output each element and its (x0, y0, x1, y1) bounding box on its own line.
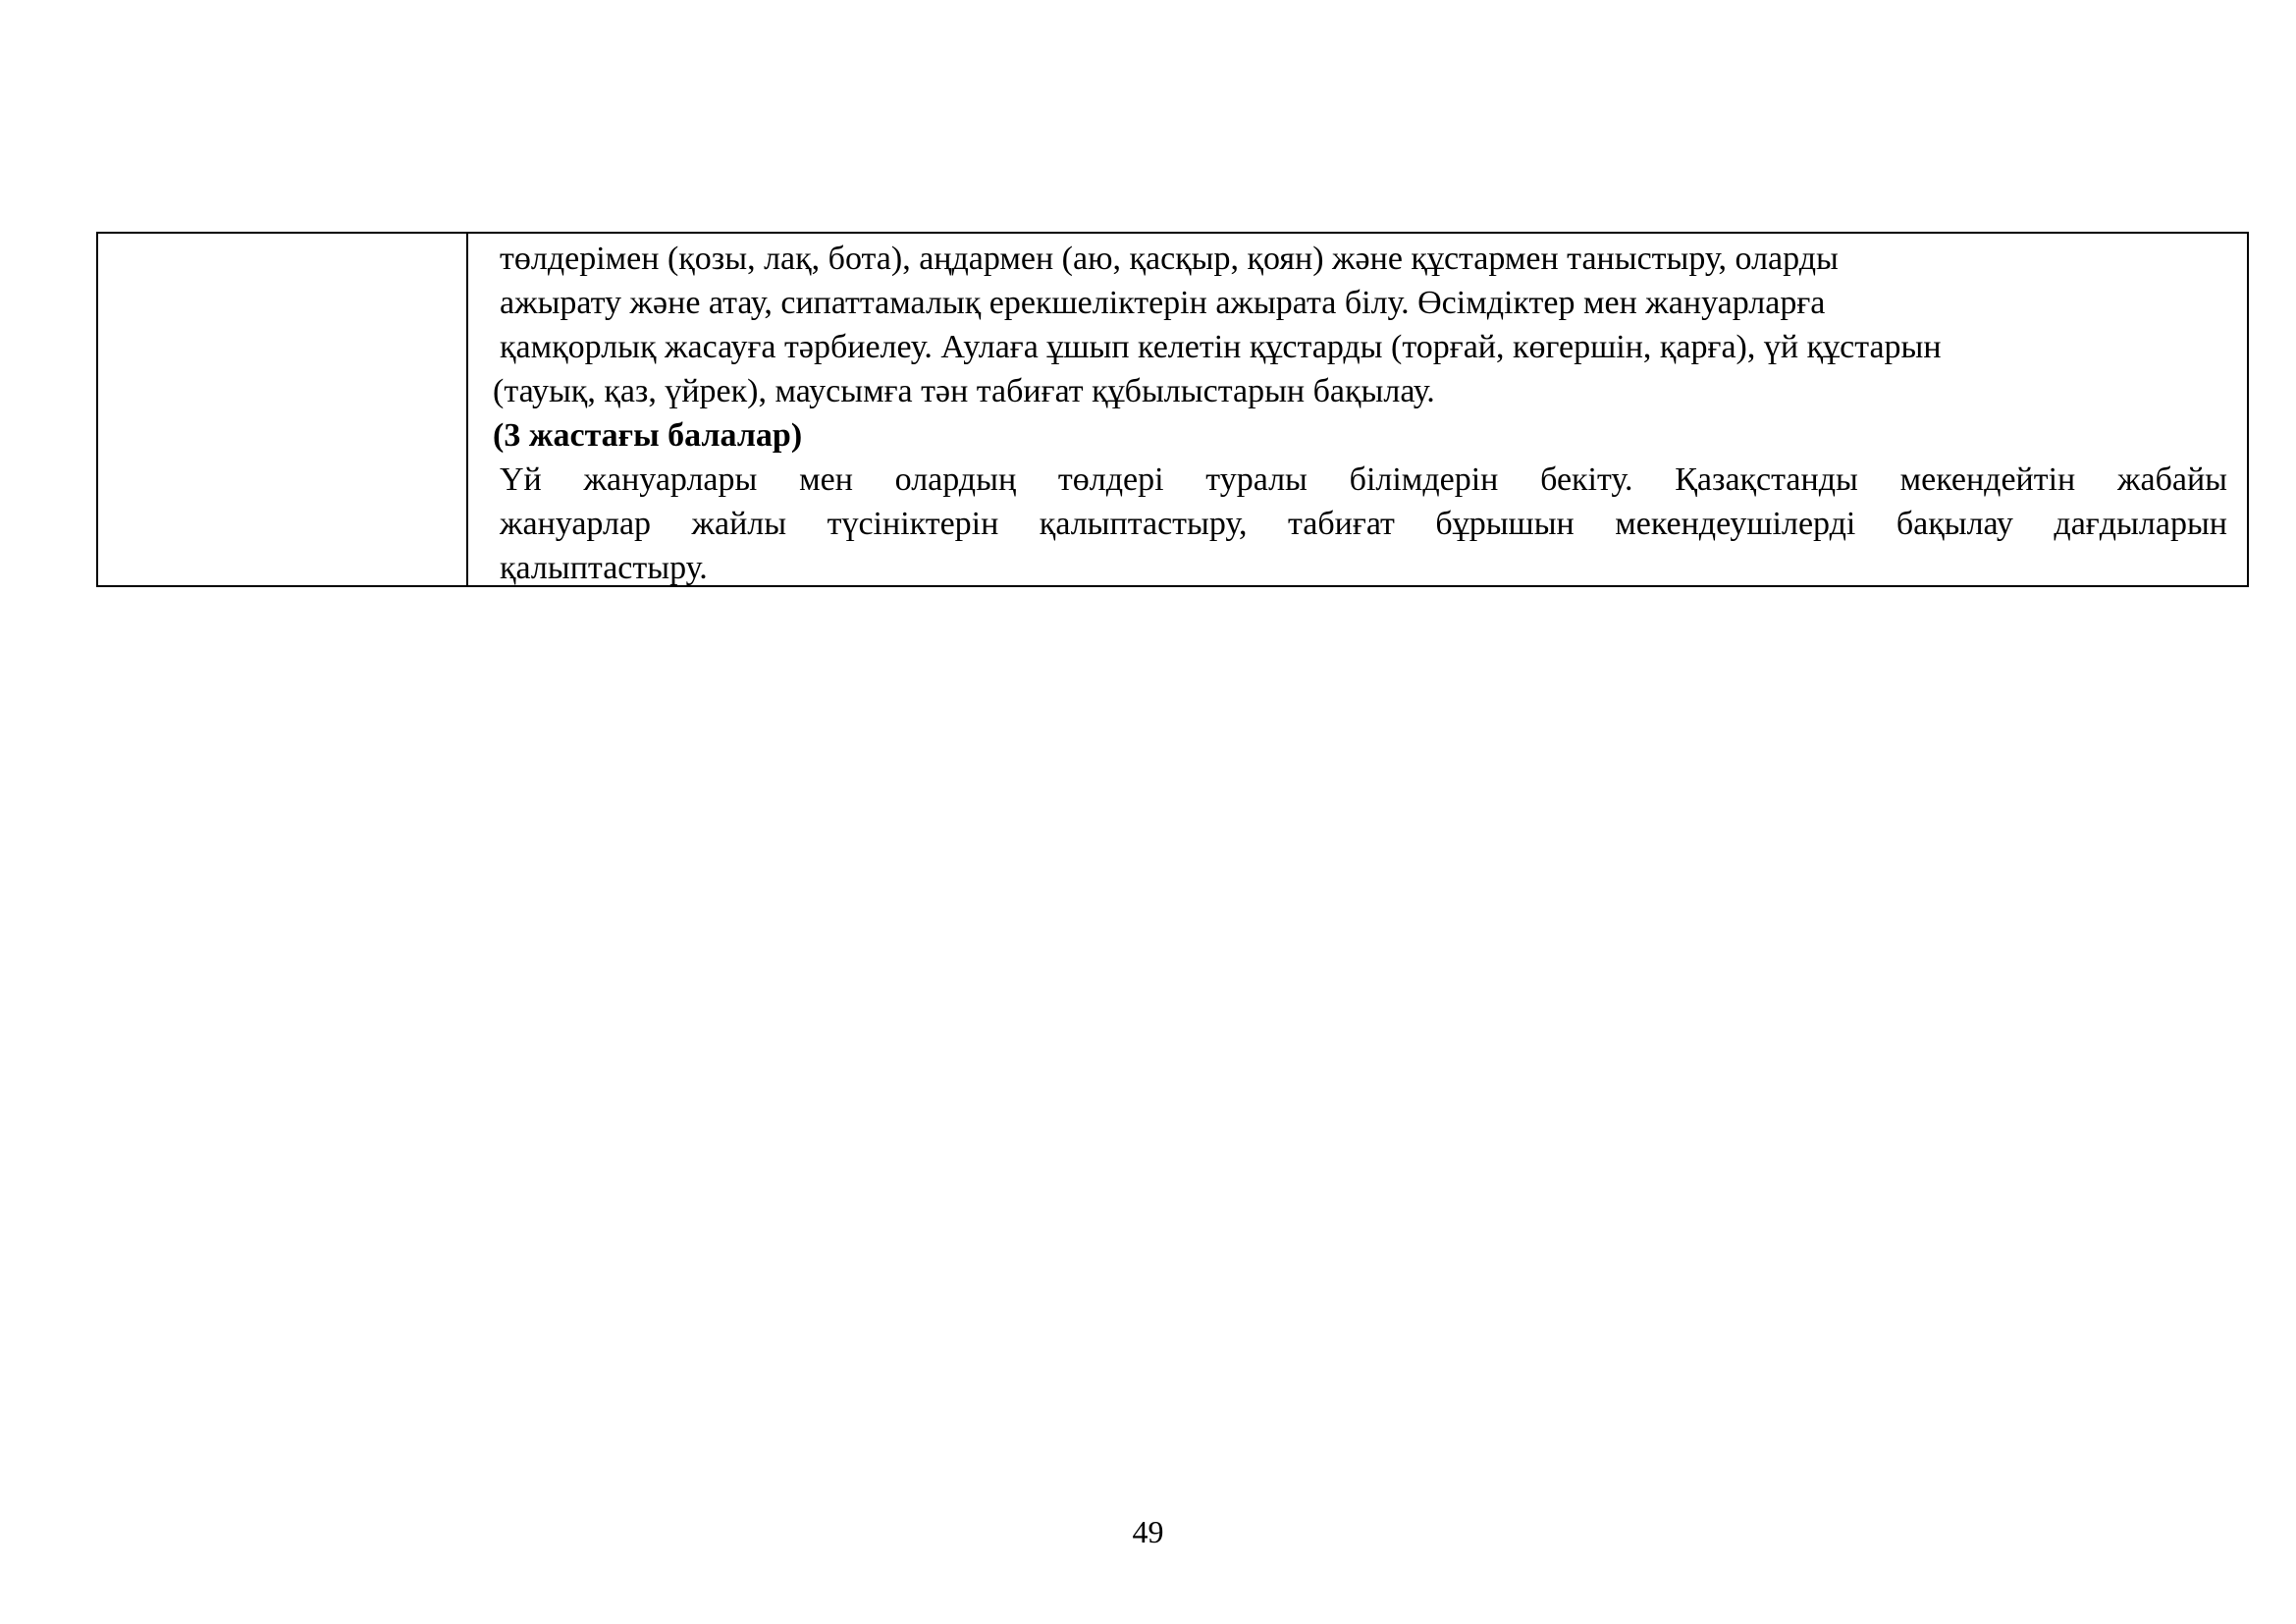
text-line-2: ажырату және атау, сипаттамалық ерекшеліктерін ажырата білу. Өсімдіктер мен жануарларға (500, 285, 1826, 321)
text-line-1: төлдерімен (қозы, лақ, бота), аңдармен (аю, қасқыр, қоян) және құстармен таныстыру, оларды (500, 241, 1839, 277)
text-line-3: қамқорлық жасауға тәрбиелеу. Аулаға ұшып келетін құстарды (торғай, көгершін, қарға), үй құстарын (500, 329, 1942, 365)
text-line-8: қалыптастыру. (500, 550, 708, 586)
table-left-cell (98, 234, 468, 585)
page-number: 49 (1132, 1514, 1164, 1549)
text-line-6: Үй жануарлары мен олардың төлдері туралы білімдерін бекіту. Қазақстанды мекендейтін жабайы (500, 461, 2227, 498)
text-line-4: (тауық, қаз, үйрек), маусымға тән табиғат құбылыстарын бақылау. (493, 373, 1435, 409)
text-line-7: жануарлар жайлы түсініктерін қалыптастыру, табиғат бұрышын мекендеушілерді бақылау дағдыларын (500, 506, 2227, 542)
age-group-heading: (3 жастағы балалар) (493, 417, 803, 454)
content-table (96, 232, 2249, 587)
table-right-cell (468, 234, 2247, 585)
